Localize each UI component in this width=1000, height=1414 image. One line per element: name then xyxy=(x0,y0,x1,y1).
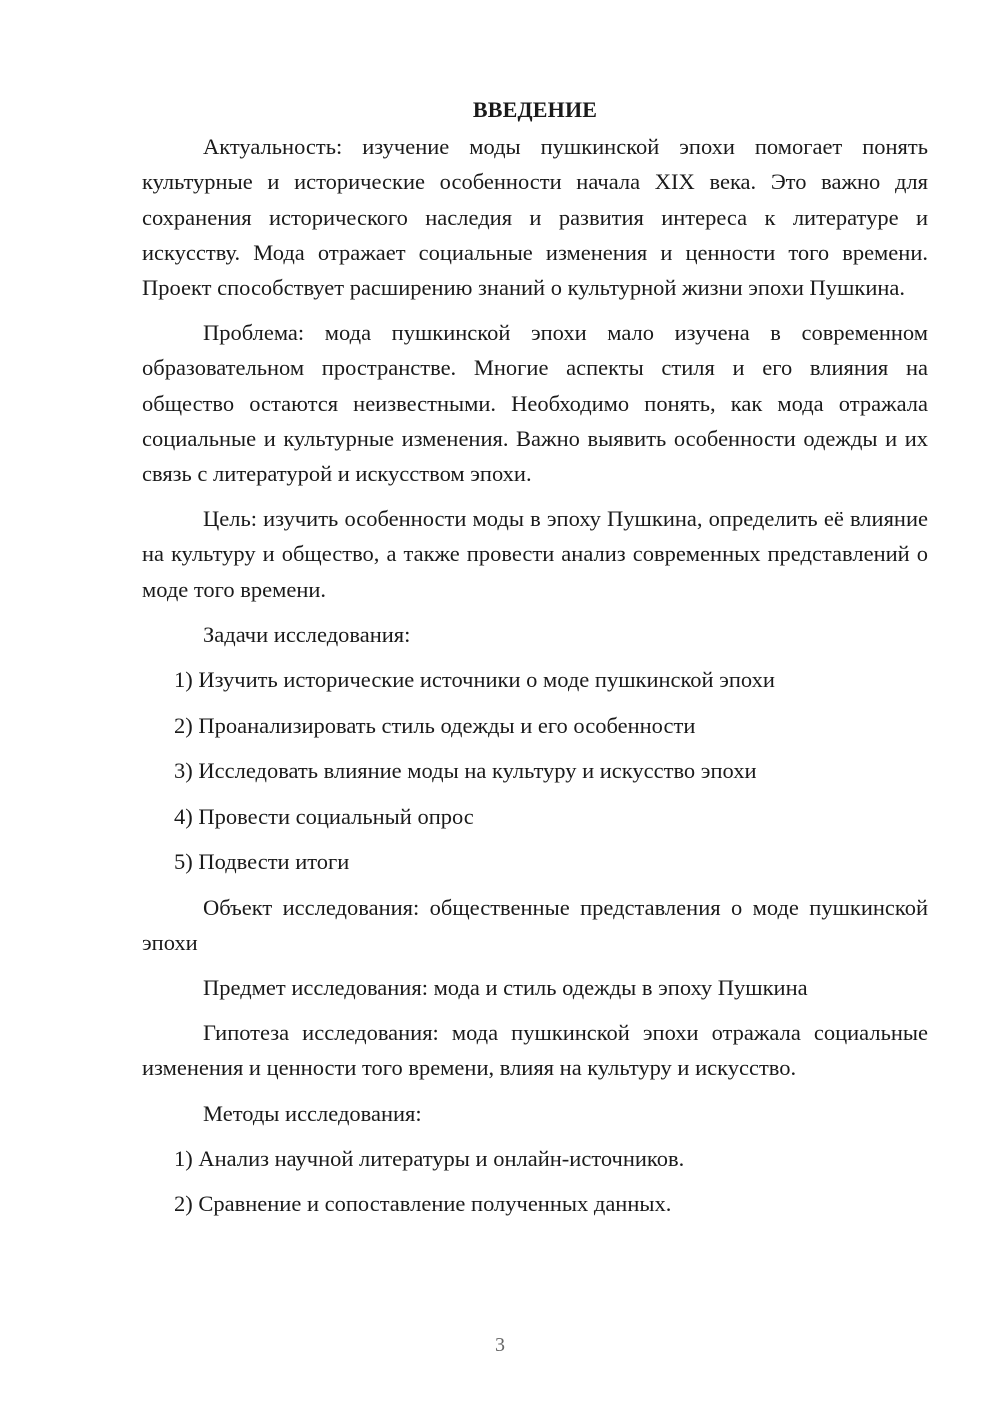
list-item: 1) Анализ научной литературы и онлайн-источников. xyxy=(174,1145,685,1171)
list-item: 2) Проанализировать стиль одежды и его особенности xyxy=(174,712,696,738)
relevance-paragraph: Актуальность: изучение моды пушкинской эпохи помогает понять культурные и исторические особенности начала XIX века. Это важно для сохранения исторического наследия и развития интереса к литературе и искусству. Мода отражает социальные изменения и ценности того времени. Проект способствует расширению знаний о культурной жизни эпохи Пушкина. xyxy=(142,134,928,301)
hypothesis-paragraph: Гипотеза исследования: мода пушкинской эпохи отражала социальные изменения и ценности того времени, влияя на культуру и искусство. xyxy=(142,1020,928,1081)
methods-list xyxy=(142,1141,928,1222)
page-title: ВВЕДЕНИЕ xyxy=(472,97,598,122)
methods-heading: Методы исследования: xyxy=(203,1100,422,1126)
tasks-list xyxy=(142,662,928,879)
list-item: 3) Исследовать влияние моды на культуру и искусство эпохи xyxy=(174,758,757,784)
list-item: 5) Подвести итоги xyxy=(174,849,350,875)
list-item: 4) Провести социальный опрос xyxy=(174,803,474,829)
goal-paragraph: Цель: изучить особенности моды в эпоху Пушкина, определить её влияние на культуру и общество, а также провести анализ современных представлений о моде того времени. xyxy=(142,506,928,602)
list-item: 2) Сравнение и сопоставление полученных данных. xyxy=(174,1191,672,1217)
document-page xyxy=(142,92,928,1232)
tasks-heading: Задачи исследования: xyxy=(203,621,411,647)
object-paragraph: Объект исследования: общественные представления о моде пушкинской эпохи xyxy=(142,894,928,955)
page-number: 3 xyxy=(495,1334,505,1356)
subject-paragraph: Предмет исследования: мода и стиль одежды в эпоху Пушкина xyxy=(203,974,808,1000)
list-item: 1) Изучить исторические источники о моде пушкинской эпохи xyxy=(174,667,775,693)
problem-paragraph: Проблема: мода пушкинской эпохи мало изучена в современном образовательном пространстве. Многие аспекты стиля и его влияния на общество остаются неизвестными. Необходимо понять, как мода отражала социальные и культурные изменения. Важно выявить особенности одежды и их связь с литературой и искусством эпохи. xyxy=(142,320,928,487)
